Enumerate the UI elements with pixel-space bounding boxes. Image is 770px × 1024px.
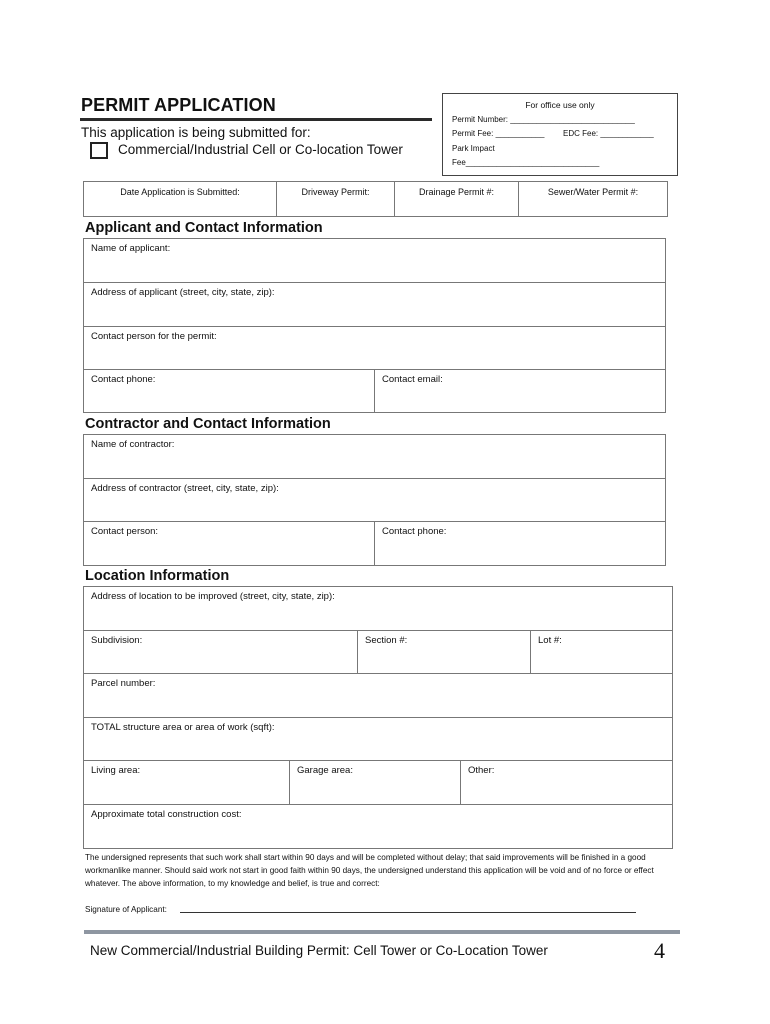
- parcel-number-field[interactable]: Parcel number:: [84, 674, 673, 718]
- total-area-field[interactable]: TOTAL structure area or area of work (sqft):: [84, 718, 673, 761]
- construction-cost-field[interactable]: Approximate total construction cost:: [84, 805, 673, 849]
- submission-subtitle: This application is being submitted for:: [81, 125, 311, 140]
- park-impact-label: Park Impact: [452, 144, 495, 153]
- page-title: PERMIT APPLICATION: [81, 95, 276, 115]
- drainage-permit-cell[interactable]: Drainage Permit #:: [395, 182, 519, 217]
- contractor-name-field[interactable]: Name of contractor:: [84, 435, 666, 479]
- sewer-water-permit-cell[interactable]: Sewer/Water Permit #:: [519, 182, 668, 217]
- office-use-box: [442, 93, 678, 176]
- edc-fee-field[interactable]: EDC Fee: ____________: [563, 129, 654, 138]
- location-address-field[interactable]: Address of location to be improved (street, city, state, zip):: [84, 587, 673, 631]
- driveway-permit-cell[interactable]: Driveway Permit:: [277, 182, 395, 217]
- cell-tower-checkbox-label: Commercial/Industrial Cell or Co-location Tower: [118, 142, 403, 157]
- park-impact-fee-field[interactable]: Fee______________________________: [452, 158, 600, 167]
- signature-line[interactable]: [180, 912, 636, 913]
- signature-label: Signature of Applicant:: [85, 905, 167, 914]
- contractor-contact-person-field[interactable]: Contact person:: [84, 522, 375, 566]
- location-heading: Location Information: [85, 568, 230, 584]
- location-table: [83, 586, 673, 849]
- contractor-contact-phone-field[interactable]: Contact phone:: [375, 522, 666, 566]
- subdivision-field[interactable]: Subdivision:: [84, 631, 358, 674]
- contractor-address-field[interactable]: Address of contractor (street, city, state, zip):: [84, 479, 666, 522]
- section-number-field[interactable]: Section #:: [358, 631, 531, 674]
- contractor-heading: Contractor and Contact Information: [85, 416, 331, 432]
- applicant-address-field[interactable]: Address of applicant (street, city, state, zip):: [84, 283, 666, 327]
- garage-area-field[interactable]: Garage area:: [290, 761, 461, 805]
- office-use-title: For office use only: [525, 100, 595, 110]
- permit-number-field[interactable]: Permit Number: ____________________________: [452, 115, 635, 124]
- applicant-name-field[interactable]: Name of applicant:: [84, 239, 666, 283]
- other-area-field[interactable]: Other:: [461, 761, 673, 805]
- living-area-field[interactable]: Living area:: [84, 761, 290, 805]
- applicant-heading: Applicant and Contact Information: [85, 220, 323, 236]
- cell-tower-checkbox[interactable]: [90, 142, 108, 159]
- applicant-contact-email-field[interactable]: Contact email:: [375, 370, 666, 413]
- contractor-table: [83, 434, 666, 566]
- footer-text: New Commercial/Industrial Building Permit: Cell Tower or Co-Location Tower: [90, 943, 548, 958]
- title-rule: [80, 118, 432, 121]
- permit-dates-table: [83, 181, 668, 217]
- applicant-table: [83, 238, 666, 413]
- page-number: 4: [654, 938, 665, 963]
- date-submitted-cell[interactable]: Date Application is Submitted:: [84, 182, 277, 217]
- lot-number-field[interactable]: Lot #:: [531, 631, 673, 674]
- disclaimer-text: The undersigned represents that such work shall start within 90 days and will be completed without delay; that said improvements will be finished in a good workmanlike manner. Should said work not start in good faith within 90 days, the undersigned understand this application will be void and of no force or effect whatever. The above information, to my knowledge and belief, is true and correct:: [85, 853, 654, 889]
- footer-rule: [84, 930, 680, 934]
- applicant-contact-phone-field[interactable]: Contact phone:: [84, 370, 375, 413]
- applicant-contact-person-field[interactable]: Contact person for the permit:: [84, 327, 666, 370]
- permit-fee-field[interactable]: Permit Fee: ___________: [452, 129, 545, 138]
